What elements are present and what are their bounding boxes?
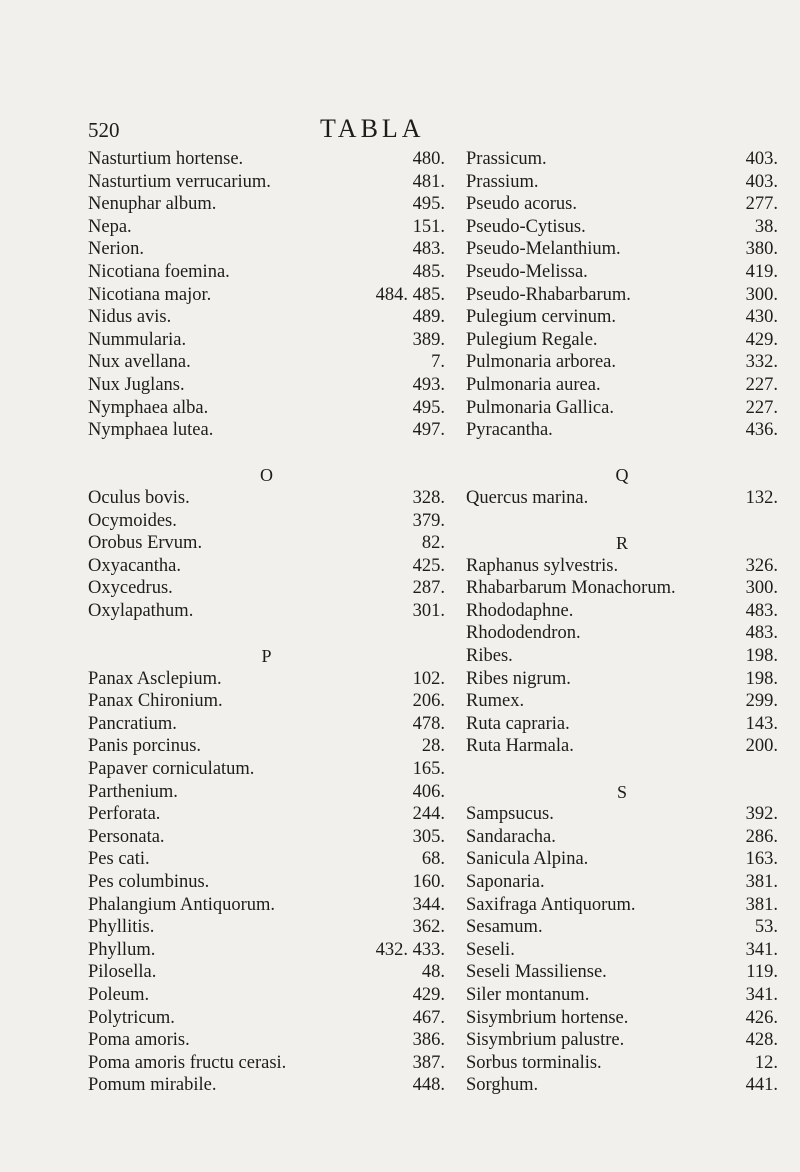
index-entry: [88, 848, 445, 871]
blank-line: [466, 758, 778, 781]
index-entry: [466, 238, 778, 261]
index-entry: [88, 1074, 445, 1097]
entry-name: Pes columbinus.: [88, 872, 210, 892]
entry-name: Nerion.: [88, 239, 144, 260]
entry-name: Nasturtium verrucarium.: [88, 171, 271, 192]
index-entry: [466, 803, 778, 826]
index-entry: [466, 284, 778, 307]
index-entry: [88, 193, 445, 216]
index-entry: [466, 261, 778, 284]
entry-name: Nepa.: [88, 216, 132, 237]
entry-name: Pseudo-Cytisus.: [466, 216, 586, 237]
index-entry: [466, 216, 778, 239]
entry-page-ref: 436.: [745, 420, 778, 441]
entry-page-ref: 287.: [412, 578, 445, 599]
entry-page-ref: 392.: [745, 804, 778, 825]
entry-page-ref: 305.: [412, 826, 445, 847]
entry-page-ref: 480.: [412, 149, 445, 169]
entry-name: Panax Asclepium.: [88, 668, 222, 689]
entry-name: Rumex.: [466, 691, 525, 712]
entry-name: Oculus bovis.: [88, 487, 190, 508]
entry-page-ref: 227.: [745, 374, 778, 395]
index-entry: [88, 261, 445, 284]
entry-name: Sorbus torminalis.: [466, 1052, 602, 1073]
entry-page-ref: 441.: [745, 1075, 778, 1096]
entry-name: Nux avellana.: [88, 352, 191, 373]
index-entry: [466, 148, 778, 171]
entry-page-ref: 163.: [745, 849, 778, 870]
entry-name: Ribes.: [466, 646, 513, 667]
entry-page-ref: 419.: [745, 261, 778, 282]
entry-name: Personata.: [88, 826, 165, 847]
index-entry: [88, 1052, 445, 1075]
entry-name: Poma amoris fructu cerasi.: [88, 1052, 287, 1073]
entry-page-ref: 428.: [745, 1030, 778, 1051]
entry-name: Pseudo-Rhabarbarum.: [466, 284, 631, 305]
entry-name: Quercus marina.: [466, 487, 589, 508]
index-entry: [88, 916, 445, 939]
index-entry: [88, 1029, 445, 1052]
entry-page-ref: 381.: [745, 872, 778, 892]
index-entry: [88, 803, 445, 826]
entry-page-ref: 432. 433.: [375, 939, 445, 960]
index-entry: [466, 306, 778, 329]
entry-name: Ribes nigrum.: [466, 668, 571, 689]
entry-name: Nasturtium hortense.: [88, 149, 244, 169]
entry-page-ref: 379.: [412, 510, 445, 531]
entry-page-ref: 160.: [412, 872, 445, 892]
entry-name: Phalangium Antiquorum.: [88, 894, 276, 915]
index-entry: [466, 916, 778, 939]
entry-name: Sanicula Alpina.: [466, 849, 589, 870]
entry-page-ref: 53.: [754, 917, 778, 938]
entry-page-ref: 132.: [745, 487, 778, 508]
entry-name: Orobus Ervum.: [88, 533, 203, 554]
index-entry: [466, 193, 778, 216]
entry-name: Saponaria.: [466, 872, 545, 892]
entry-name: Oxylapathum.: [88, 600, 194, 621]
index-entry: [88, 894, 445, 917]
entry-name: Pulegium cervinum.: [466, 307, 617, 328]
section-letter: Q: [615, 465, 629, 486]
entry-page-ref: 328.: [412, 487, 445, 508]
index-entry: [466, 374, 778, 397]
blank-line: [88, 622, 445, 645]
index-entry: [466, 555, 778, 578]
index-entry: [88, 781, 445, 804]
entry-name: Pyracantha.: [466, 420, 553, 441]
entry-name: Pilosella.: [88, 962, 157, 983]
entry-page-ref: 381.: [745, 894, 778, 915]
index-entry: [88, 735, 445, 758]
right-index-column: [466, 148, 778, 1097]
entry-name: Pseudo-Melanthium.: [466, 239, 621, 260]
index-entry: [466, 713, 778, 736]
index-entry: [88, 351, 445, 374]
index-entry: [466, 871, 778, 894]
entry-name: Sesamum.: [466, 917, 543, 938]
index-entry: [88, 171, 445, 194]
entry-name: Rhododaphne.: [466, 600, 574, 621]
entry-page-ref: 425.: [412, 555, 445, 576]
entry-page-ref: 119.: [746, 962, 778, 983]
index-entry: [466, 1029, 778, 1052]
entry-page-ref: 448.: [412, 1075, 445, 1096]
entry-page-ref: 483.: [745, 600, 778, 621]
index-entry: [88, 555, 445, 578]
entry-name: Panis porcinus.: [88, 736, 202, 757]
entry-page-ref: 403.: [745, 171, 778, 192]
index-entry: [466, 826, 778, 849]
entry-name: Pulmonaria Gallica.: [466, 397, 614, 418]
entry-page-ref: 38.: [754, 216, 778, 237]
entry-name: Pes cati.: [88, 849, 150, 870]
entry-page-ref: 332.: [745, 352, 778, 373]
entry-page-ref: 300.: [745, 578, 778, 599]
entry-name: Panax Chironium.: [88, 691, 223, 712]
entry-page-ref: 198.: [745, 668, 778, 689]
index-entry: [466, 848, 778, 871]
entry-name: Poleum.: [88, 984, 150, 1005]
entry-name: Pulegium Regale.: [466, 329, 598, 350]
entry-name: Prassicum.: [466, 149, 547, 169]
entry-page-ref: 485.: [412, 261, 445, 282]
index-entry: [466, 690, 778, 713]
index-entry: [466, 171, 778, 194]
entry-name: Ruta Harmala.: [466, 736, 574, 757]
entry-page-ref: 429.: [745, 329, 778, 350]
entry-page-ref: 386.: [412, 1030, 445, 1051]
index-entry: [466, 622, 778, 645]
index-entry: [88, 510, 445, 533]
index-entry: [466, 735, 778, 758]
index-entry: [88, 577, 445, 600]
entry-page-ref: 82.: [421, 533, 445, 554]
entry-name: Saxifraga Antiquorum.: [466, 894, 636, 915]
entry-name: Pseudo acorus.: [466, 194, 577, 215]
entry-page-ref: 467.: [412, 1007, 445, 1028]
entry-page-ref: 484. 485.: [375, 284, 445, 305]
entry-name: Parthenium.: [88, 781, 178, 802]
index-entry: [466, 961, 778, 984]
entry-name: Nymphaea alba.: [88, 397, 209, 418]
index-entry: [466, 668, 778, 691]
index-entry: [88, 374, 445, 397]
index-entry: [466, 645, 778, 668]
entry-page-ref: 200.: [745, 736, 778, 757]
index-entry: [88, 419, 445, 442]
entry-page-ref: 7.: [431, 352, 445, 373]
index-entry: [466, 577, 778, 600]
section-letter: O: [260, 465, 273, 486]
entry-name: Nymphaea lutea.: [88, 420, 214, 441]
index-entry: [466, 419, 778, 442]
entry-name: Ruta capraria.: [466, 713, 570, 734]
entry-name: Perforata.: [88, 804, 161, 825]
entry-page-ref: 497.: [412, 420, 445, 441]
entry-page-ref: 227.: [745, 397, 778, 418]
entry-page-ref: 12.: [754, 1052, 778, 1073]
page-number: 520: [88, 118, 120, 142]
index-entry: [88, 487, 445, 510]
entry-page-ref: 389.: [412, 329, 445, 350]
index-entry: [88, 532, 445, 555]
entry-page-ref: 380.: [745, 239, 778, 260]
blank-line: [466, 442, 778, 465]
entry-name: Seseli.: [466, 939, 515, 960]
entry-name: Sisymbrium palustre.: [466, 1030, 625, 1051]
left-index-column: [88, 148, 445, 1097]
entry-page-ref: 362.: [412, 917, 445, 938]
entry-name: Prassium.: [466, 171, 539, 192]
running-head: TABLA: [320, 114, 425, 143]
entry-name: Nummularia.: [88, 329, 187, 350]
index-entry: [466, 894, 778, 917]
index-entry: [88, 984, 445, 1007]
index-entry: [88, 871, 445, 894]
entry-page-ref: 301.: [412, 600, 445, 621]
entry-name: Phyllitis.: [88, 917, 155, 938]
entry-page-ref: 341.: [745, 939, 778, 960]
entry-page-ref: 344.: [412, 894, 445, 915]
entry-page-ref: 299.: [745, 691, 778, 712]
entry-page-ref: 489.: [412, 307, 445, 328]
entry-page-ref: 403.: [745, 149, 778, 169]
entry-name: Rhabarbarum Monachorum.: [466, 578, 676, 599]
index-entry: [88, 284, 445, 307]
entry-page-ref: 495.: [412, 194, 445, 215]
entry-name: Nicotiana major.: [88, 284, 212, 305]
section-letter: R: [615, 533, 628, 554]
entry-name: Sandaracha.: [466, 826, 556, 847]
index-entry: [88, 713, 445, 736]
entry-name: Papaver corniculatum.: [88, 759, 255, 780]
index-entry: [88, 826, 445, 849]
entry-page-ref: 387.: [412, 1052, 445, 1073]
entry-page-ref: 483.: [412, 239, 445, 260]
index-entry: [88, 216, 445, 239]
index-entry: [88, 690, 445, 713]
index-entry: [88, 668, 445, 691]
entry-name: Phyllum.: [88, 939, 156, 960]
entry-page-ref: 341.: [745, 984, 778, 1005]
entry-name: Nidus avis.: [88, 307, 172, 328]
index-entry: [88, 238, 445, 261]
entry-name: Pomum mirabile.: [88, 1075, 217, 1096]
entry-name: Sisymbrium hortense.: [466, 1007, 629, 1028]
entry-name: Raphanus sylvestris.: [466, 555, 619, 576]
entry-page-ref: 406.: [412, 781, 445, 802]
entry-name: Polytricum.: [88, 1007, 175, 1028]
index-entry: [466, 351, 778, 374]
entry-page-ref: 300.: [745, 284, 778, 305]
entry-name: Pseudo-Melissa.: [466, 261, 588, 282]
index-entry: [88, 306, 445, 329]
entry-name: Pulmonaria arborea.: [466, 352, 616, 373]
entry-name: Siler montanum.: [466, 984, 590, 1005]
entry-page-ref: 286.: [745, 826, 778, 847]
entry-page-ref: 143.: [745, 713, 778, 734]
index-entry: [88, 148, 445, 171]
index-entry: [466, 1074, 778, 1097]
entry-page-ref: 481.: [412, 171, 445, 192]
entry-page-ref: 483.: [745, 623, 778, 644]
entry-name: Rhododendron.: [466, 623, 581, 644]
entry-page-ref: 198.: [745, 646, 778, 667]
entry-name: Oxycedrus.: [88, 578, 173, 599]
index-entry: [466, 1052, 778, 1075]
entry-page-ref: 102.: [412, 668, 445, 689]
entry-name: Nicotiana foemina.: [88, 261, 230, 282]
index-entry: [88, 961, 445, 984]
index-entry: [88, 758, 445, 781]
entry-name: Sorghum.: [466, 1075, 539, 1096]
entry-page-ref: 478.: [412, 713, 445, 734]
entry-page-ref: 495.: [412, 397, 445, 418]
entry-page-ref: 206.: [412, 691, 445, 712]
entry-page-ref: 151.: [412, 216, 445, 237]
entry-page-ref: 48.: [421, 962, 445, 983]
entry-page-ref: 28.: [421, 736, 445, 757]
index-entry: [88, 329, 445, 352]
entry-name: Nux Juglans.: [88, 374, 185, 395]
index-entry: [466, 600, 778, 623]
entry-page-ref: 493.: [412, 374, 445, 395]
entry-page-ref: 244.: [412, 804, 445, 825]
index-entry: [466, 984, 778, 1007]
blank-line: [466, 510, 778, 533]
entry-page-ref: 426.: [745, 1007, 778, 1028]
entry-name: Seseli Massiliense.: [466, 962, 607, 983]
entry-name: Ocymoides.: [88, 510, 177, 531]
entry-name: Pancratium.: [88, 713, 177, 734]
index-entry: [466, 1007, 778, 1030]
blank-line: [88, 442, 445, 465]
index-entry: [466, 329, 778, 352]
entry-name: Nenuphar album.: [88, 194, 217, 215]
entry-name: Sampsucus.: [466, 804, 554, 825]
index-entry: [466, 487, 778, 510]
entry-page-ref: 326.: [745, 555, 778, 576]
index-entry: [88, 1007, 445, 1030]
section-letter: P: [261, 646, 272, 667]
index-entry: [466, 939, 778, 962]
entry-name: Oxyacantha.: [88, 555, 181, 576]
entry-page-ref: 429.: [412, 984, 445, 1005]
entry-name: Pulmonaria aurea.: [466, 374, 601, 395]
entry-page-ref: 68.: [421, 849, 445, 870]
section-letter: S: [616, 781, 627, 802]
entry-page-ref: 165.: [412, 759, 445, 780]
index-entry: [466, 397, 778, 420]
index-entry: [88, 600, 445, 623]
index-entry: [88, 939, 445, 962]
index-entry: [88, 397, 445, 420]
entry-name: Poma amoris.: [88, 1030, 190, 1051]
entry-page-ref: 430.: [745, 307, 778, 328]
entry-page-ref: 277.: [745, 194, 778, 215]
